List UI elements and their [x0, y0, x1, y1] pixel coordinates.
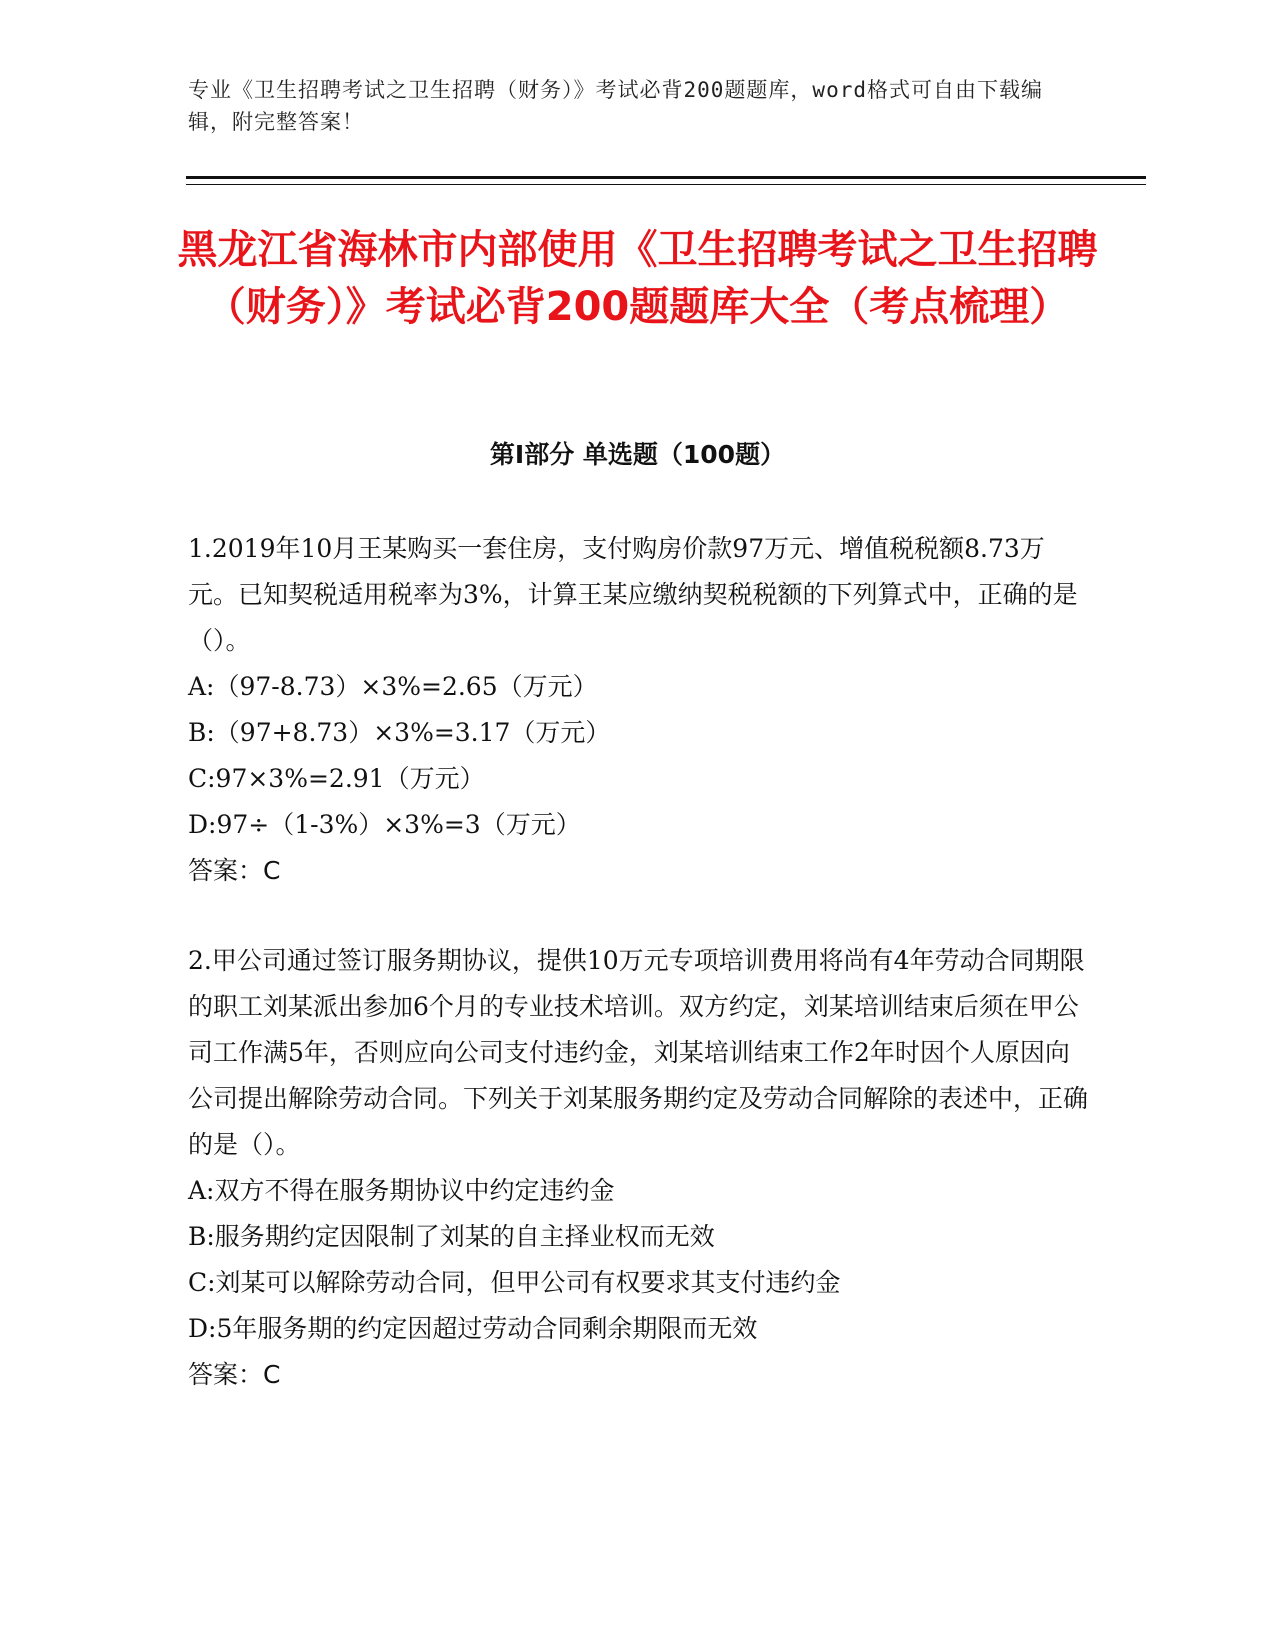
header-rule-thin: [186, 184, 1146, 185]
document-title: 黑龙江省海林市内部使用《卫生招聘考试之卫生招聘（财务）》考试必背200题题库大全（考点梳理）: [177, 227, 1098, 330]
section-heading: 第Ⅰ部分 单选题（100题）: [489, 440, 786, 469]
answer: 答案：C: [188, 856, 281, 885]
option-d: D:5年服务期的约定因超过劳动合同剩余期限而无效: [188, 1314, 758, 1343]
answer: 答案：C: [188, 1360, 281, 1389]
option-d: D:97÷（1-3%）×3%=3（万元）: [188, 810, 581, 839]
option-b: B:服务期约定因限制了刘某的自主择业权而无效: [188, 1222, 715, 1251]
option-c: C:97×3%=2.91（万元）: [188, 764, 485, 793]
header-note: 专业《卫生招聘考试之卫生招聘（财务）》考试必背200题题库，word格式可自由下载编辑，附完整答案！: [188, 78, 1043, 134]
question-stem: 2.甲公司通过签订服务期协议，提供10万元专项培训费用将尚有4年劳动合同期限的职工刘某派出参加6个月的专业技术培训。双方约定，刘某培训结束后须在甲公司工作满5年，否则应向公司支付违约金，刘某培训结束工作2年时因个人原因向公司提出解除劳动合同。下列关于刘某服务期约定及劳动合同解除的表述中，正确的是（）。: [188, 946, 1089, 1159]
question-2: [188, 938, 1088, 1398]
option-c: C:刘某可以解除劳动合同，但甲公司有权要求其支付违约金: [188, 1268, 841, 1297]
question-stem: 1.2019年10月王某购买一套住房，支付购房价款97万元、增值税税额8.73万元。已知契税适用税率为3%，计算王某应缴纳契税税额的下列算式中，正确的是（）。: [188, 534, 1078, 655]
option-a: A:双方不得在服务期协议中约定违约金: [188, 1176, 615, 1205]
question-1: [188, 526, 1088, 894]
option-a: A:（97-8.73）×3%=2.65（万元）: [188, 672, 598, 701]
header-rule-thick: [186, 176, 1146, 179]
option-b: B:（97+8.73）×3%=3.17（万元）: [188, 718, 611, 747]
